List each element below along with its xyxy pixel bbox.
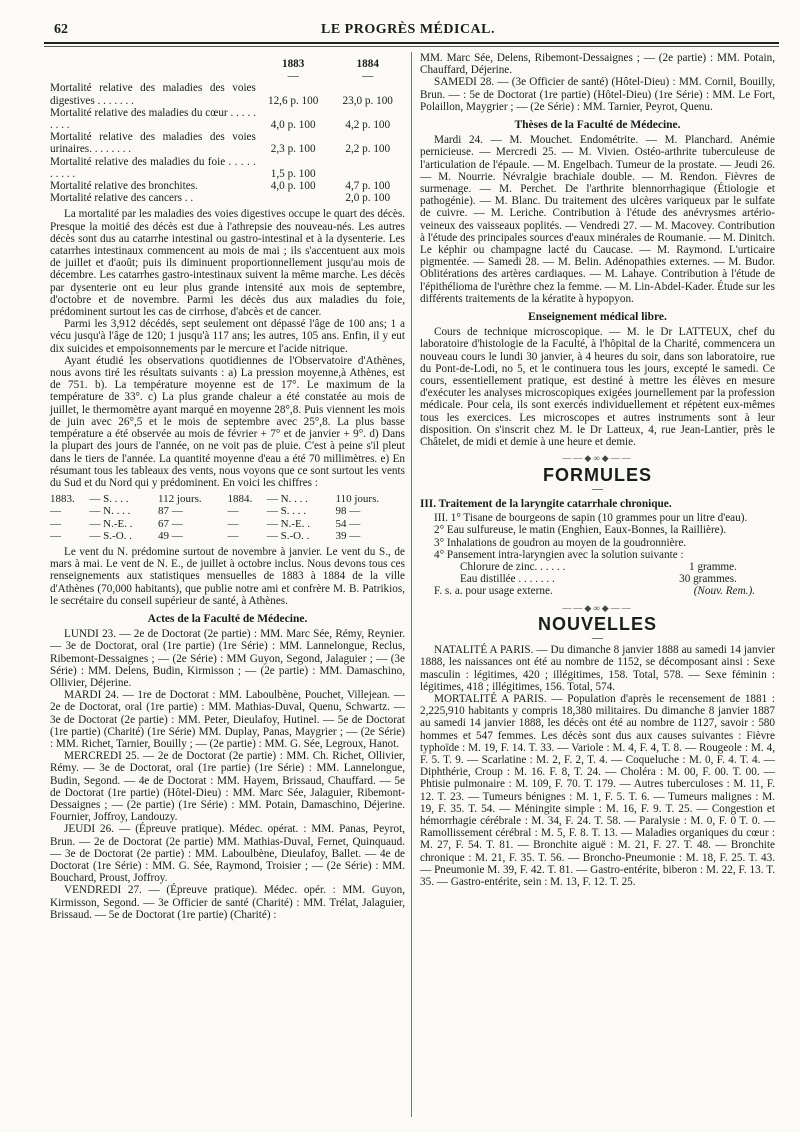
year-dash: — [287, 70, 299, 83]
table-row [50, 131, 405, 155]
row-value: 4,7 p. 100 [345, 180, 391, 193]
formula-footer [420, 585, 775, 597]
cell: — N. . . . [266, 493, 308, 506]
ingredient: Chlorure de zinc. . . . . . [460, 560, 566, 573]
cell: 98 — [335, 505, 361, 518]
ornament-divider: ——◆∞◆—— [562, 453, 633, 464]
right-column [420, 52, 775, 888]
mortality-table [50, 52, 405, 204]
cell: — S.-O. . [89, 529, 132, 542]
ornament-divider: ——◆∞◆—— [562, 602, 633, 613]
cell: 67 — [158, 517, 183, 530]
header-rule-thin [44, 46, 779, 47]
year-1884: 1884 [356, 58, 379, 70]
paragraph: Cours de technique microscopique. — M. le Dr LATTEUX, chef du laboratoire d'histologie de la Faculté, à l'hôpital de la Charité, commencera un nouveau cours le lundi 30 janvier, à 4 heures du soir, dans son laboratoire, rue du Pont-de-Lodi, no 5, et le continuera tous les jours, excepté le samedi. Ce cours, essentiellement pratique, est destiné à mettre les élèves en mesure d'exécuter les analyses microscopiques exigées journellement par la profession médicale. Pour cela, ils sont exercés individuellement et répètent eux-mêmes tous les exercices. Les microscopes et autres instruments sont à leur disposition. On s'inscrit chez M. le Dr Latteux, 4, rue Jean-Lantier, près le Châtelet, de midi et demie à une heure et demie. [420, 326, 775, 449]
table-row [460, 561, 737, 573]
paragraph: MORTALITÉ A PARIS. — Population d'après le recensement de 1881 : 2,225,910 habitants y compris 18,380 militaires. Du dimanche 8 janvier 1887 au samedi 14 janvier 1888, les décès ont été au nombre de 1127, savoir : 580 hommes et 547 femmes. Les décès sont dus aux causes suivantes : Fièvre typhoïde : M. 19, F. 14. T. 33. — Variole : M. 4, F. 4, T. 8. — Rougeole : M. 4, F. 5. T. 9. — Scarlatine : M. 2, F. 2, T. 4. — Coqueluche : M. 0, F. 4. T. 4. — Diphthérie, Croup : M. 16. F. 8, T. 24. — Choléra : M. 00, F. 00. T. 00. — Phtisie pulmonaire : M. 109, F. 70. T. 179. — Autres tuberculoses : M. 11, F. 12. T. 23. — Tumeurs bénignes : M. 1, F. 5. T. 6. — Tumeurs malignes : M. 19, F. 35. T. 54. — Méningite simple : M. 16, F. 9. T. 25. — Congestion et hémorrhagie cérébrale : M. 34, F. 24. T. 58. — Paralysie : M. 0, F. 0 T. 0. — Ramollissement cérébral : M. 5, F. 8. T. 13. — Maladies organiques du cœur : M. 27, F. 54. T. 81. — Bronchite aiguë : M. 21, F. 27. T. 48. — Bronchite chronique : M. 21, F. 35. T. 56. — Broncho-Pneumonie : M. 18, F. 25. T. 43. — Pneumonie M. 39, F. 42. T. 81. — Gastro-entérite, biberon : M. 22, F. 13. T. 35. — Gastro-entérite, sein : M. 13, F. 12. T. 25. [420, 692, 775, 888]
cell: — S. . . . [266, 505, 307, 518]
cell: — [50, 505, 61, 518]
page-header [44, 22, 772, 40]
row-value: 4,0 p. 100 [270, 180, 316, 193]
paragraph: MM. Marc Sée, Delens, Ribemont-Dessaignes ; — (2e partie) : MM. Potain, Chauffard, Déjerine. [420, 52, 775, 77]
title-dash: — [591, 482, 604, 495]
page-number: 62 [54, 22, 68, 37]
cell: 54 — [335, 517, 361, 530]
cell: 87 — [158, 505, 183, 518]
cell: — [227, 529, 239, 542]
row-value: 1,5 p. 100 [270, 167, 316, 180]
running-title: LE PROGRÈS MÉDICAL. [320, 22, 496, 37]
cell: 1884. [227, 493, 253, 506]
table-row [50, 505, 405, 517]
section-title-formules: FORMULES [543, 464, 652, 485]
paragraph: VENDREDI 27. — (Épreuve pratique). Médec. opér. : MM. Guyon, Kirmisson, Segond. — 3e Officier de santé (Charité) : MM. Trélat, Jalaguier, Brissaud. — 5e de Doctorat (1re partie) (Charité) : [50, 884, 405, 921]
row-value: 12,6 p. 100 [267, 94, 319, 107]
row-value: 2,3 p. 100 [270, 143, 316, 156]
row-label: Mortalité relative des maladies des voies urinaires. . . . . . . . [50, 131, 256, 156]
wind-table [50, 493, 405, 542]
paragraph: Parmi les 3,912 décédés, sept seulement ont dépassé l'âge de 100 ans; 1 a vécu jusqu'à l'âge de 120; 1 jusqu'à 117 ans; les autres, 105 ans. Enfin, il y eut dix suicides et empoisonnements par le mercure et l'acide nitrique. [50, 318, 405, 355]
paragraph: SAMEDI 28. — (3e Officier de santé) (Hôtel-Dieu) : MM. Cornil, Bouilly, Brun. — : 5e de Doctorat (1re partie) (Hôtel-Dieu) (1re Série) : MM. Le Fort, Polaillon, Maygrier ; — (2e Série) : MM. Tarnier, Peyrot, Quenu. [420, 76, 775, 113]
table-row [460, 573, 737, 585]
table-row [50, 107, 405, 131]
left-column [50, 52, 405, 921]
row-value: 4,2 p. 100 [345, 119, 391, 132]
paragraph: JEUDI 26. — (Épreuve pratique). Médec. opérat. : MM. Panas, Peyrot, Brun. — 2e de Doctorat (2e partie) MM. Mathias-Duval, Fernet, Quinquaud. — 3e de Doctorat (2e partie) : MM. Laboulbène, Dieulafoy, Ballet. — 4e de Doctorat (1re Série) : MM. G. Sée, Raymond, Troisier ; — (2e Série) : MM. Bouchard, Proust, Joffroy. [50, 823, 405, 885]
cell: — N. . . . [89, 505, 131, 518]
paragraph: NATALITÉ A PARIS. — Du dimanche 8 janvier 1888 au samedi 14 janvier 1888, les naissances ont été au nombre de 1152, se décomposant ainsi : Sexe masculin : légitimes, 420 ; illégitimes, 158. Total, 578. — Sexe féminin : légitimes, 418 ; illégitimes, 156. Total, 574. [420, 644, 775, 693]
quantity: 1 gramme. [689, 560, 737, 573]
cell: — [50, 529, 61, 542]
row-label: Mortalité relative des cancers . . [50, 192, 194, 205]
table-row [50, 180, 405, 192]
row-value: 23,0 p. 100 [342, 94, 393, 107]
cell: — [227, 505, 239, 518]
row-value [256, 192, 331, 204]
row-label: Mortalité relative des maladies du cœur . . . . . . . . . [50, 106, 256, 132]
cell: 39 — [335, 529, 361, 542]
list-item: 2° Eau sulfureuse, le matin (Enghien, Eaux-Bonnes, la Raillière). [434, 524, 727, 537]
cell: 112 jours. [158, 493, 202, 506]
cell: 1883. [50, 493, 75, 506]
list-item: 4° Pansement intra-laryngien avec la solution suivante : [434, 548, 684, 561]
row-value: 2,2 p. 100 [345, 143, 391, 156]
year-1883: 1883 [281, 58, 305, 70]
list-item: III. 1° Tisane de bourgeons de sapin (10 grammes pour un litre d'eau). [434, 512, 748, 525]
cell: — [50, 517, 61, 530]
table-row [50, 156, 405, 180]
ingredient: Eau distillée . . . . . . . [460, 573, 555, 586]
paragraph: Mardi 24. — M. Mouchet. Endométrite. — M. Planchard. Anémie pernicieuse. — Mercredi 25. — M. Vivien. Ostéo-arthrite tuberculeuse de l'articulation de l'épaule. — M. Engelbach. Tumeur de la prostate. — Jeudi 26. — M. Nourrie. Névralgie brachiale double. — M. Rendon. Fièvres de surmenage. — M. Perchet. De l'arthrite blennorrhagique (Étiologie et pathogénie). — M. Blanc. Du traitement des ulcères variqueux par le sulfate de cuivre. — M. Leriche. Contribution à l'étude des anévrysmes artério-veineux des vaisseaux poplités. — Vendredi 27. — M. Macovey. Contribution à l'étude des principales sources d'eaux minérales de Roumanie. — M. Dinitch. Le képhir ou champagne lacté du Caucase. — M. Raymond. L'urticaire pigmentée. — Samedi 28. — M. Belin. Adénopathies externes. — M. Budor. Oblitérations des artères cardiaques. — M. Lahaye. Contribution à l'étude de l'épithélioma de l'urèthre chez la femme. — M. Lin-Abdel-Kader. Étude sur les différents traitements de la kératite à hypopyon. [420, 134, 775, 305]
title-dash: — [591, 631, 604, 644]
cell: — S.-O. . [266, 529, 310, 542]
row-label: Mortalité relative des maladies des voies digestives . . . . . . . [50, 82, 256, 107]
paragraph: MARDI 24. — 1re de Doctorat : MM. Laboulbène, Pouchet, Villejean. — 2e de Doctorat, oral (1re partie) : MM. Mathias-Duval, Quenu, Schwartz. — 3e de Doctorat (2e partie) : MM. Peter, Dieulafoy, Hutinel. — 5e de Doctorat (1re partie) (Charité) (1re Série) MM. Duplay, Panas, Maygrier ; — (2e Série) : MM. Richet, Tarnier, Bouilly ; — (2e partie) : MM. G. Sée, Legroux, Hanot. [50, 689, 405, 750]
table-row [50, 530, 405, 542]
row-label: Mortalité relative des maladies du foie . . . . . . . . . . [50, 155, 256, 180]
table-row [50, 493, 405, 505]
table-row [50, 518, 405, 530]
paragraph: La mortalité par les maladies des voies digestives occupe le quart des décès. Presque la moitié des décès est due à l'athrepsie des nouveau-nés. Les autres décès sont dus au catarrhe intestinal ou gastro-intestinal et à la dysenterie. Les catarrhes intestinaux commencent au mois de mai ; ils s'accentuent aux mois de juillet et d'août; puis ils diminuent proportionnellement jusqu'au mois de décembre. Les catarrhes gastro-intestinaux suivent la même marche. Les décès par dysenterie ont eu leur plus grande intensité aux mois de septembre, d'octobre et de novembre. Parmi les décès dus aux maladies du foie, prédominent surtout les cas de cirrhose, d'abcès et de cancer. [50, 208, 405, 319]
section-heading: Thèses de la Faculté de Médecine. [514, 119, 681, 132]
cell: 49 — [158, 529, 183, 542]
formula-source: (Nouv. Rem.). [693, 585, 755, 598]
cell: — N.-E. . [266, 517, 310, 530]
row-value: 2,0 p. 100 [345, 192, 391, 205]
formula-subtitle: III. Traitement de la laryngite catarrhale chronique. [420, 497, 672, 510]
column-separator [411, 52, 412, 1117]
cell: — N.-E. . [89, 517, 133, 530]
cell: — S. . . . [89, 493, 129, 506]
row-value [330, 156, 405, 180]
row-label: Mortalité relative des bronchites. [50, 180, 198, 193]
header-rule [44, 42, 779, 44]
section-title-nouvelles: NOUVELLES [537, 613, 657, 634]
table-row [50, 82, 405, 106]
paragraph: LUNDI 23. — 2e de Doctorat (2e partie) : MM. Marc Sée, Rémy, Reynier. — 3e de Doctorat, oral (1re partie) (1re Série) : MM. Lannelongue, Reclus, Ribemont-Dessaignes ; — (2e Série) : MM Guyon, Segond, Jalaguier ; — (3e Série) : MM. Delens, Budin, Kirmisson ; — (2e partie) : MM. Damaschino, Ollivier, Déjerine. [50, 628, 405, 689]
row-value: 4,0 p. 100 [270, 119, 316, 132]
paragraph: Le vent du N. prédomine surtout de novembre à janvier. Le vent du S., de mars à mai. Le vent de N. E., de juillet à octobre inclus. Nous devons tous ces renseignements aux statistiques mensuelles de 1883 à 1884 de la ville d'Athènes (70,000 habitants), que publie notre ami et confrère M. B. Patrikios, le secrétaire du conseil supérieur de santé, à Athènes. [50, 545, 405, 607]
quantity: 30 grammes. [679, 573, 737, 586]
formula-usage: F. s. a. pour usage externe. [434, 585, 553, 598]
section-heading: Actes de la Faculté de Médecine. [147, 612, 308, 625]
table-row [50, 192, 405, 204]
cell: 110 jours. [335, 493, 380, 506]
cell: — [227, 517, 239, 530]
list-item: 3° Inhalations de goudron au moyen de la goudronnière. [434, 536, 687, 549]
year-dash: — [362, 70, 374, 83]
section-heading: Enseignement médical libre. [528, 311, 667, 324]
formula-table [460, 561, 737, 585]
paragraph: MERCREDI 25. — 2e de Doctorat (2e partie) : MM. Ch. Richet, Ollivier, Rémy. — 3e de Doctorat, oral (1re partie) (1re Série) : MM. Lannelongue, Budin, Segond. — 4e de Doctorat : MM. Hayem, Brissaud, Chauffard. — 5e de Doctorat (1re partie) (Hôtel-Dieu) : MM. Marc Sée, Jalaguier, Ribemont-Dessaignes ; — (2e partie) (1re Série) : MM. Potain, Damaschino, Déjerine. Fournier, Joffroy, Landouzy. [50, 750, 405, 824]
paragraph: Ayant étudié les observations quotidiennes de l'Observatoire d'Athènes, nous avons tiré les résultats suivants : a) La pression moyenne,à Athènes, est de 751. b). La température moyenne est de 17°. Le maximum de la température de 33°. c) La plus grande chaleur a été constatée au mois de juillet, le thermomètre ayant marqué en moyenne 28°,8. Puis viennent les mois de juin avec 26°,5 et le mois de septembre avec 25°,8. La plus basse température a été observée au mois de février + 7° et de janvier + 9°. d) Dans la plupart des jours de l'année, on ne voit pas de pluie. C'est à peine s'il pleut dans le tiers de l'année. La quantité moyenne d'eau a été 70 millimètres. e) En résumant tous les tableaux des vents, nous voyons que ce sont surtout les vents du Sud et du Nord qui y prédominent. En voici les chiffres : [50, 354, 405, 489]
